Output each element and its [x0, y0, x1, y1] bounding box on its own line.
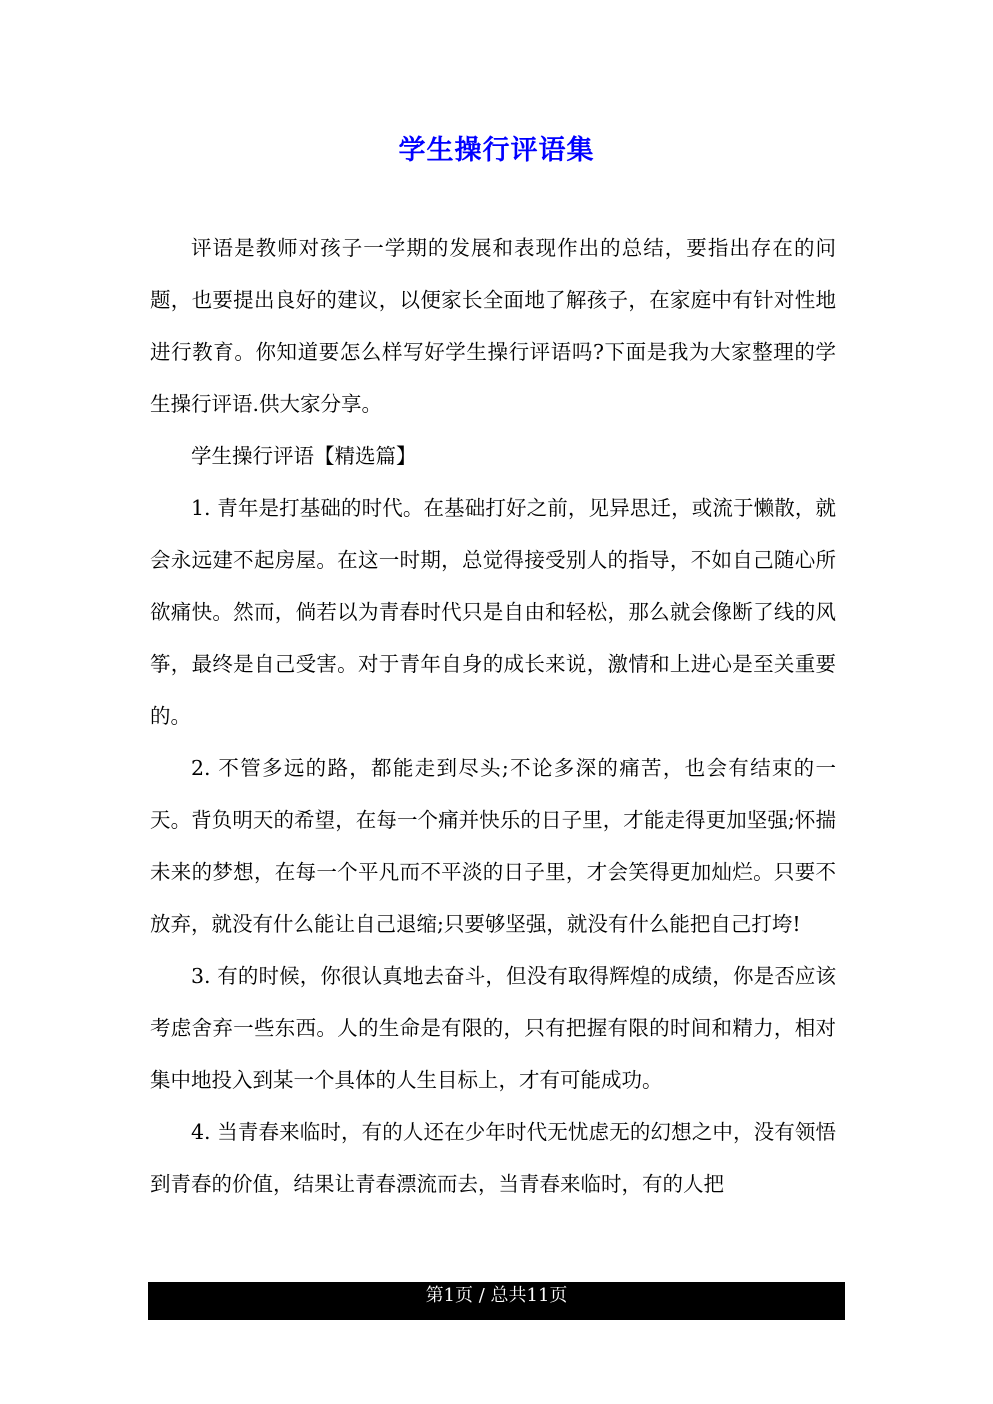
page-indicator: 第1页 / 总共11页	[425, 1285, 568, 1306]
intro-paragraph: 评语是教师对孩子一学期的发展和表现作出的总结，要指出存在的问题，也要提出良好的建议，以便家长全面地了解孩子，在家庭中有针对性地进行教育。你知道要怎么样写好学生操行评语吗?下面是我为大家整理的学生操行评语.供大家分享。	[150, 236, 836, 416]
comment-paragraph-1: 1. 青年是打基础的时代。在基础打好之前，见异思迁，或流于懒散，就会永远建不起房屋。在这一时期，总觉得接受别人的指导，不如自己随心所欲痛快。然而，倘若以为青春时代只是自由和轻松，那么就会像断了线的风筝，最终是自己受害。对于青年自身的成长来说，激情和上进心是至关重要的。	[150, 496, 836, 728]
document-title: 学生操行评语集	[398, 135, 595, 166]
page-footer	[148, 1282, 845, 1320]
comment-paragraph-4: 4. 当青春来临时，有的人还在少年时代无忧虑无的幻想之中，没有领悟到青春的价值，结果让青春漂流而去，当青春来临时，有的人把	[150, 1120, 836, 1196]
comment-paragraph-2: 2. 不管多远的路，都能走到尽头;不论多深的痛苦，也会有结束的一天。背负明天的希望，在每一个痛并快乐的日子里，才能走得更加坚强;怀揣未来的梦想，在每一个平凡而不平淡的日子里，才会笑得更加灿烂。只要不放弃，就没有什么能让自己退缩;只要够坚强，就没有什么能把自己打垮!	[150, 756, 836, 936]
section-heading: 学生操行评语【精选篇】	[191, 444, 417, 468]
comment-paragraph-3: 3. 有的时候，你很认真地去奋斗，但没有取得辉煌的成绩，你是否应该考虑舍弃一些东西。人的生命是有限的，只有把握有限的时间和精力，相对集中地投入到某一个具体的人生目标上，才有可能成功。	[150, 964, 836, 1092]
document-body	[150, 222, 836, 1210]
